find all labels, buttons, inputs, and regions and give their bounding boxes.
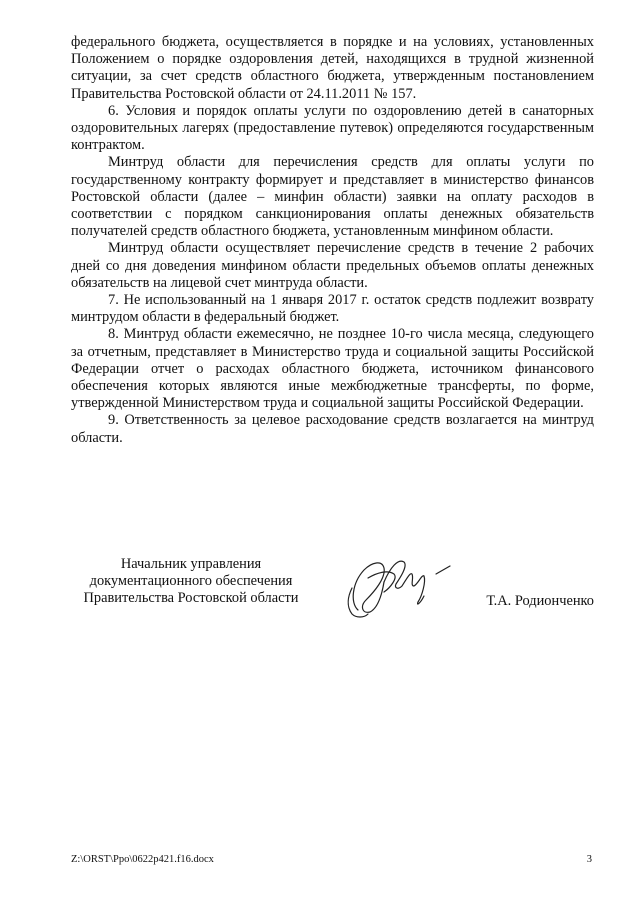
position-line-2: документационного обеспечения (89, 573, 293, 590)
paragraph-payment-requests: Минтруд области для перечисления средств для оплаты услуги по государственному контракту формирует и представляет в министерство финансов Ростовской области (далее – минфин области) заявки на оплату расходов в соответствии с порядком санкционирования оплаты денежных обязательств получателей средств областного бюджета, установленным минфином области. (71, 154, 594, 240)
position-line-1: Начальник управления (120, 556, 262, 572)
paragraph-transfer-terms: Минтруд области осуществляет перечисление средств в течение 2 рабочих дней со дня доведения минфином области предельных объемов оплаты денежных обязательств на лицевой счет минтруда области. (71, 240, 594, 291)
paragraph-continuation: федерального бюджета, осуществляется в порядке и на условиях, установленных Положением о порядке оздоровления детей, находящихся в трудной жизненной ситуации, за счет средств областного бюджета, утвержденным постановлением Правительства Ростовской области от 24.11.2011 № 157. (71, 34, 594, 102)
signatory-position (71, 556, 311, 608)
position-line-3: Правительства Ростовской области (83, 590, 299, 607)
paragraph-item-7: 7. Не использованный на 1 января 2017 г. остаток средств подлежит возврату минтрудом области в федеральный бюджет. (71, 292, 594, 326)
paragraph-item-6: 6. Условия и порядок оплаты услуги по оздоровлению детей в санаторных оздоровительных лагерях (предоставление путевок) определяются государственным контрактом. (71, 102, 594, 154)
paragraph-item-9: 9. Ответственность за целевое расходование средств возлагается на минтруд области. (71, 412, 594, 446)
document-body (71, 34, 594, 447)
handwritten-signature (338, 548, 458, 623)
signer-name: Т.А. Родионченко (486, 593, 594, 609)
page-number: 3 (586, 854, 592, 865)
footer-file-path: Z:\ORST\Ppo\0622p421.f16.docx (71, 854, 214, 865)
paragraph-item-8: 8. Минтруд области ежемесячно, не позднее 10-го числа месяца, следующего за отчетным, представляет в Министерство труда и социальной защиты Российской Федерации отчет о расходах областного бюджета, источником финансового обеспечения которых являются иные межбюджетные трансферты, по форме, утвержденной Министерством труда и социальной защиты Российской Федерации. (71, 326, 594, 412)
